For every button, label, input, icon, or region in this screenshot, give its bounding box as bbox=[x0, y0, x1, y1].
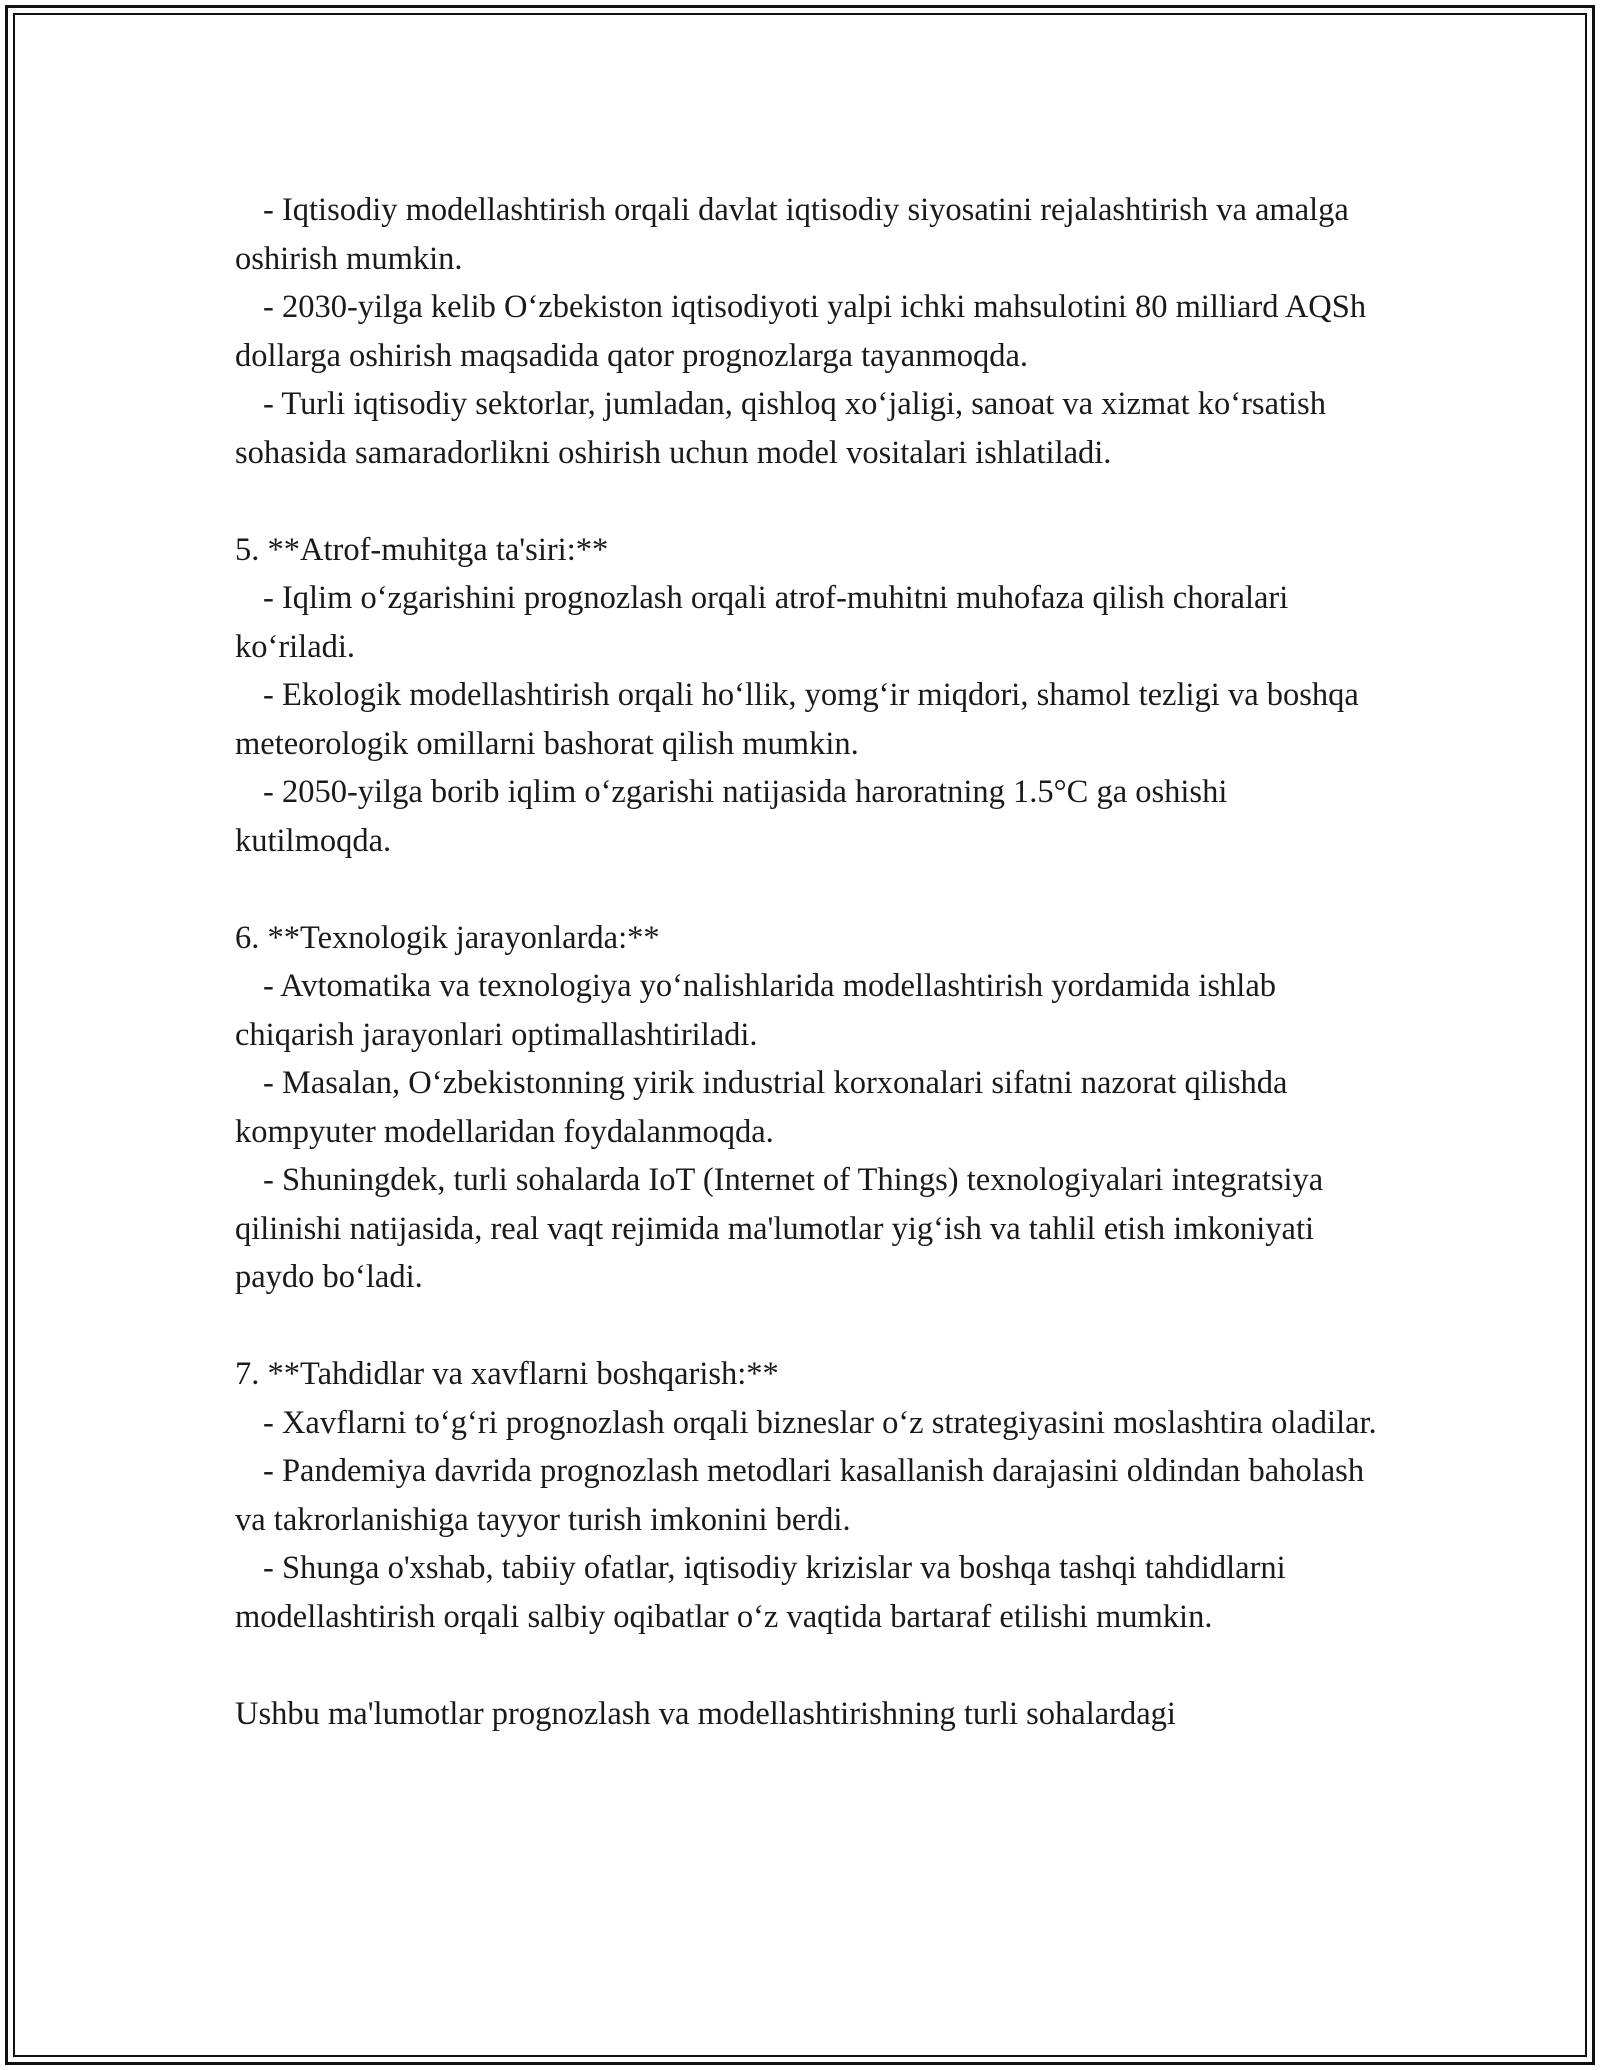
bullet-climate-forecast: - Iqlim o‘zgarishini prognozlash orqali atrof-muhitni muhofaza qilish choralari ko‘riladi. bbox=[235, 580, 1289, 665]
bullet-external-threats: - Shunga o'xshab, tabiiy ofatlar, iqtisodiy krizislar va boshqa tashqi tahdidlarni modellashtirish orqali salbiy oqibatlar o‘z vaqtida bartaraf etilishi mumkin. bbox=[235, 1550, 1286, 1635]
paragraph-gap bbox=[235, 865, 1385, 914]
paragraph-gap bbox=[235, 477, 1385, 526]
section-heading-environment: 5. **Atrof-muhitga ta'siri:** bbox=[235, 531, 609, 568]
closing-paragraph: Ushbu ma'lumotlar prognozlash va modellashtirishning turli sohalardagi bbox=[235, 1695, 1176, 1732]
bullet-economic-sectors: - Turli iqtisodiy sektorlar, jumladan, qishloq xo‘jaligi, sanoat va xizmat ko‘rsatish sohasida samaradorlikni oshirish uchun model vositalari ishlatiladi. bbox=[235, 386, 1326, 471]
section-heading-technology: 6. **Texnologik jarayonlarda:** bbox=[235, 919, 660, 956]
bullet-industrial-quality: - Masalan, O‘zbekistonning yirik industrial korxonalari sifatni nazorat qilishda kompyuter modellaridan foydalanmoqda. bbox=[235, 1065, 1288, 1150]
bullet-risk-forecast: - Xavflarni to‘g‘ri prognozlash orqali bizneslar o‘z strategiyasini moslashtira oladilar. bbox=[263, 1404, 1377, 1441]
paragraph-gap bbox=[235, 1302, 1385, 1351]
section-heading-risk: 7. **Tahdidlar va xavflarni boshqarish:** bbox=[235, 1356, 779, 1392]
bullet-gdp-2030: - 2030-yilga kelib O‘zbekiston iqtisodiyoti yalpi ichki mahsulotini 80 milliard AQSh dollarga oshirish maqsadida qator prognozlarga tayanmoqda. bbox=[235, 289, 1367, 374]
bullet-pandemic: - Pandemiya davrida prognozlash metodlari kasallanish darajasini oldindan baholash va takrorlanishiga tayyor turish imkonini berdi. bbox=[235, 1453, 1365, 1538]
bullet-ecological-modeling: - Ekologik modellashtirish orqali ho‘llik, yomg‘ir miqdori, shamol tezligi va boshqa meteorologik omillarni bashorat qilish mumkin. bbox=[235, 677, 1359, 762]
bullet-temperature-2050: - 2050-yilga borib iqlim o‘zgarishi natijasida haroratning 1.5°C ga oshishi kutilmoqda. bbox=[235, 774, 1228, 859]
bullet-automation: - Avtomatika va texnologiya yo‘nalishlarida modellashtirish yordamida ishlab chiqarish jarayonlari optimallashtiriladi. bbox=[235, 968, 1276, 1053]
paragraph-gap bbox=[235, 1641, 1385, 1690]
bullet-iot: - Shuningdek, turli sohalarda IoT (Internet of Things) texnologiyalari integratsiya qilinishi natijasida, real vaqt rejimida ma'lumotlar yig‘ish va tahlil etish imkoniyati paydo bo‘ladi. bbox=[235, 1162, 1324, 1295]
bullet-economic-policy: - Iqtisodiy modellashtirish orqali davlat iqtisodiy siyosatini rejalashtirish va amalga oshirish mumkin. bbox=[235, 192, 1349, 277]
document-body bbox=[235, 186, 1385, 1738]
